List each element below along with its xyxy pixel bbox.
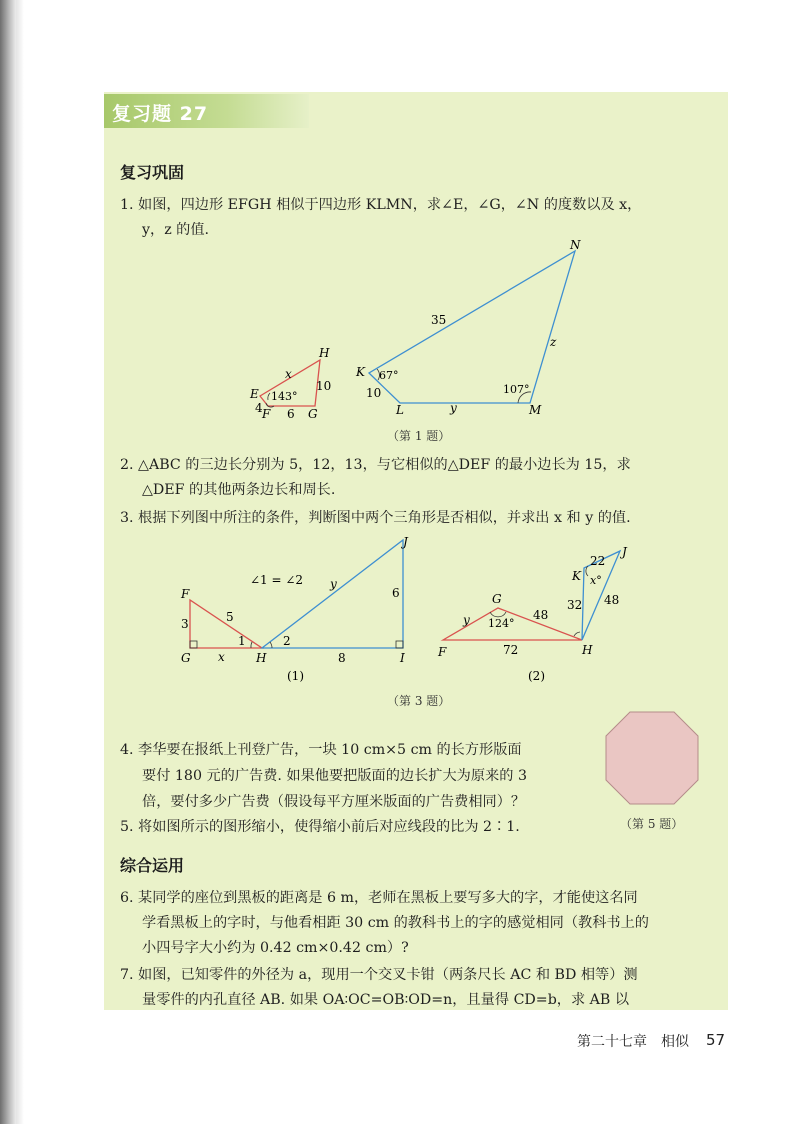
q1-line1: 1. 如图，四边形 EFGH 相似于四边形 KLMN，求∠E，∠G，∠N 的度数以及 x， <box>120 197 642 213</box>
f2-label-k: K <box>572 569 581 583</box>
q5-caption: （第 5 题） <box>620 817 684 831</box>
q1-line2: y，z 的值. <box>142 222 210 238</box>
side-lm-y: y <box>450 401 457 415</box>
q5-line1: 5. 将如图所示的图形缩小，使得缩小前后对应线段的比为 2∶1. <box>120 819 520 835</box>
q3-caption: （第 3 题） <box>387 694 451 708</box>
angle-arc-2 <box>270 642 272 648</box>
angle-e: 143° <box>271 390 298 403</box>
angle-arc-h2 <box>574 632 580 636</box>
chapter-title: 第二十七章 相似 <box>577 1034 689 1050</box>
section-heading-review: 复习巩固 <box>120 163 185 182</box>
f2-side-fg-y: y <box>463 613 470 627</box>
q2-line2: △DEF 的其他两条边长和周长. <box>142 482 336 498</box>
f2-side-fh: 72 <box>503 643 519 657</box>
banner-title: 复习题 27 <box>112 103 209 125</box>
q4-line1: 4. 李华要在报纸上刊登广告，一块 10 cm×5 cm 的长方形版面 <box>120 742 522 758</box>
side-nm-z: z <box>550 335 557 349</box>
q7-line2: 量零件的内孔直径 AB. 如果 OA∶OC=OB∶OD=n，且量得 CD=b，求 AB 以 <box>142 992 630 1008</box>
right-angle-g <box>190 641 197 648</box>
q6-line1: 6. 某同学的座位到黑板的距离是 6 m，老师在黑板上要写多大的字，才能使这名同 <box>120 890 638 906</box>
f2-angle-k: x° <box>590 574 602 587</box>
side-hg: 10 <box>316 379 332 393</box>
triangle-fgh <box>190 600 262 648</box>
f2-side-kh: 32 <box>567 598 583 612</box>
f2-side-kj: 22 <box>590 554 606 568</box>
f1-side-hj-y: y <box>330 577 337 591</box>
f2-label-h: H <box>582 643 593 657</box>
f2-label-j: J <box>622 545 627 559</box>
f1-label-g: G <box>181 651 191 665</box>
side-ef: 4 <box>255 401 263 415</box>
q3-line1: 3. 根据下列图中所注的条件，判断图中两个三角形是否相似，并求出 x 和 y 的值. <box>120 510 631 526</box>
label-f: F <box>262 407 271 421</box>
f2-side-gh: 48 <box>533 608 549 622</box>
f1-angle-2: 2 <box>283 634 291 648</box>
label-m: M <box>529 403 542 417</box>
label-n: N <box>570 238 581 252</box>
f1-side-gh-x: x <box>218 650 225 664</box>
octagon-figure <box>606 712 698 804</box>
f1-label-j: J <box>403 535 408 549</box>
f1-label-f: F <box>181 587 190 601</box>
page-number: 57 <box>706 1031 726 1049</box>
angle-k: 67° <box>379 369 399 382</box>
side-kl: 10 <box>366 386 382 400</box>
f2-angle-g: 124° <box>488 617 515 630</box>
f1-side-fg: 3 <box>181 617 189 631</box>
angle-arc-1 <box>251 642 252 648</box>
f2-label-f: F <box>438 645 447 659</box>
label-k: K <box>356 365 365 379</box>
right-angle-i <box>396 641 403 648</box>
q6-line3: 小四号字大小约为 0.42 cm×0.42 cm）? <box>142 940 409 956</box>
side-fg: 6 <box>287 407 295 421</box>
f1-side-hi: 8 <box>338 651 346 665</box>
label-g: G <box>308 407 318 421</box>
q1-caption: （第 1 题） <box>387 429 451 443</box>
f2-sub-label: (2) <box>528 669 545 683</box>
triangle-hij <box>262 540 403 648</box>
f1-angle-1: 1 <box>238 634 246 648</box>
q4-line2: 要付 180 元的广告费. 如果他要把版面的边长扩大为原来的 3 <box>142 768 527 784</box>
side-kn: 35 <box>431 313 447 327</box>
f1-side-ij: 6 <box>392 586 400 600</box>
q6-line2: 学看黑板上的字时，与他看相距 30 cm 的教科书上的字的感觉相同（教科书上的 <box>142 915 649 931</box>
label-h: H <box>319 346 330 360</box>
q7-line1: 7. 如图，已知零件的外径为 a，现用一个交叉卡钳（两条尺长 AC 和 BD 相等）测 <box>120 967 638 983</box>
label-l: L <box>396 403 404 417</box>
f1-sub-label: (1) <box>287 669 304 683</box>
f1-angle-eq: ∠1 = ∠2 <box>250 573 304 587</box>
f1-label-i: I <box>400 651 405 665</box>
f2-label-g: G <box>492 592 502 606</box>
label-e: E <box>250 387 259 401</box>
label-x: x <box>285 367 292 381</box>
section-heading-apply: 综合运用 <box>120 856 185 875</box>
f2-side-jh: 48 <box>604 593 620 607</box>
q2-line1: 2. △ABC 的三边长分别为 5，12，13，与它相似的△DEF 的最小边长为 15，求 <box>120 457 631 473</box>
f1-side-fh: 5 <box>226 610 234 624</box>
angle-m: 107° <box>503 383 530 396</box>
q4-line3: 倍，要付多少广告费（假设每平方厘米版面的广告费相同）？ <box>142 794 526 810</box>
f1-label-h: H <box>256 651 267 665</box>
